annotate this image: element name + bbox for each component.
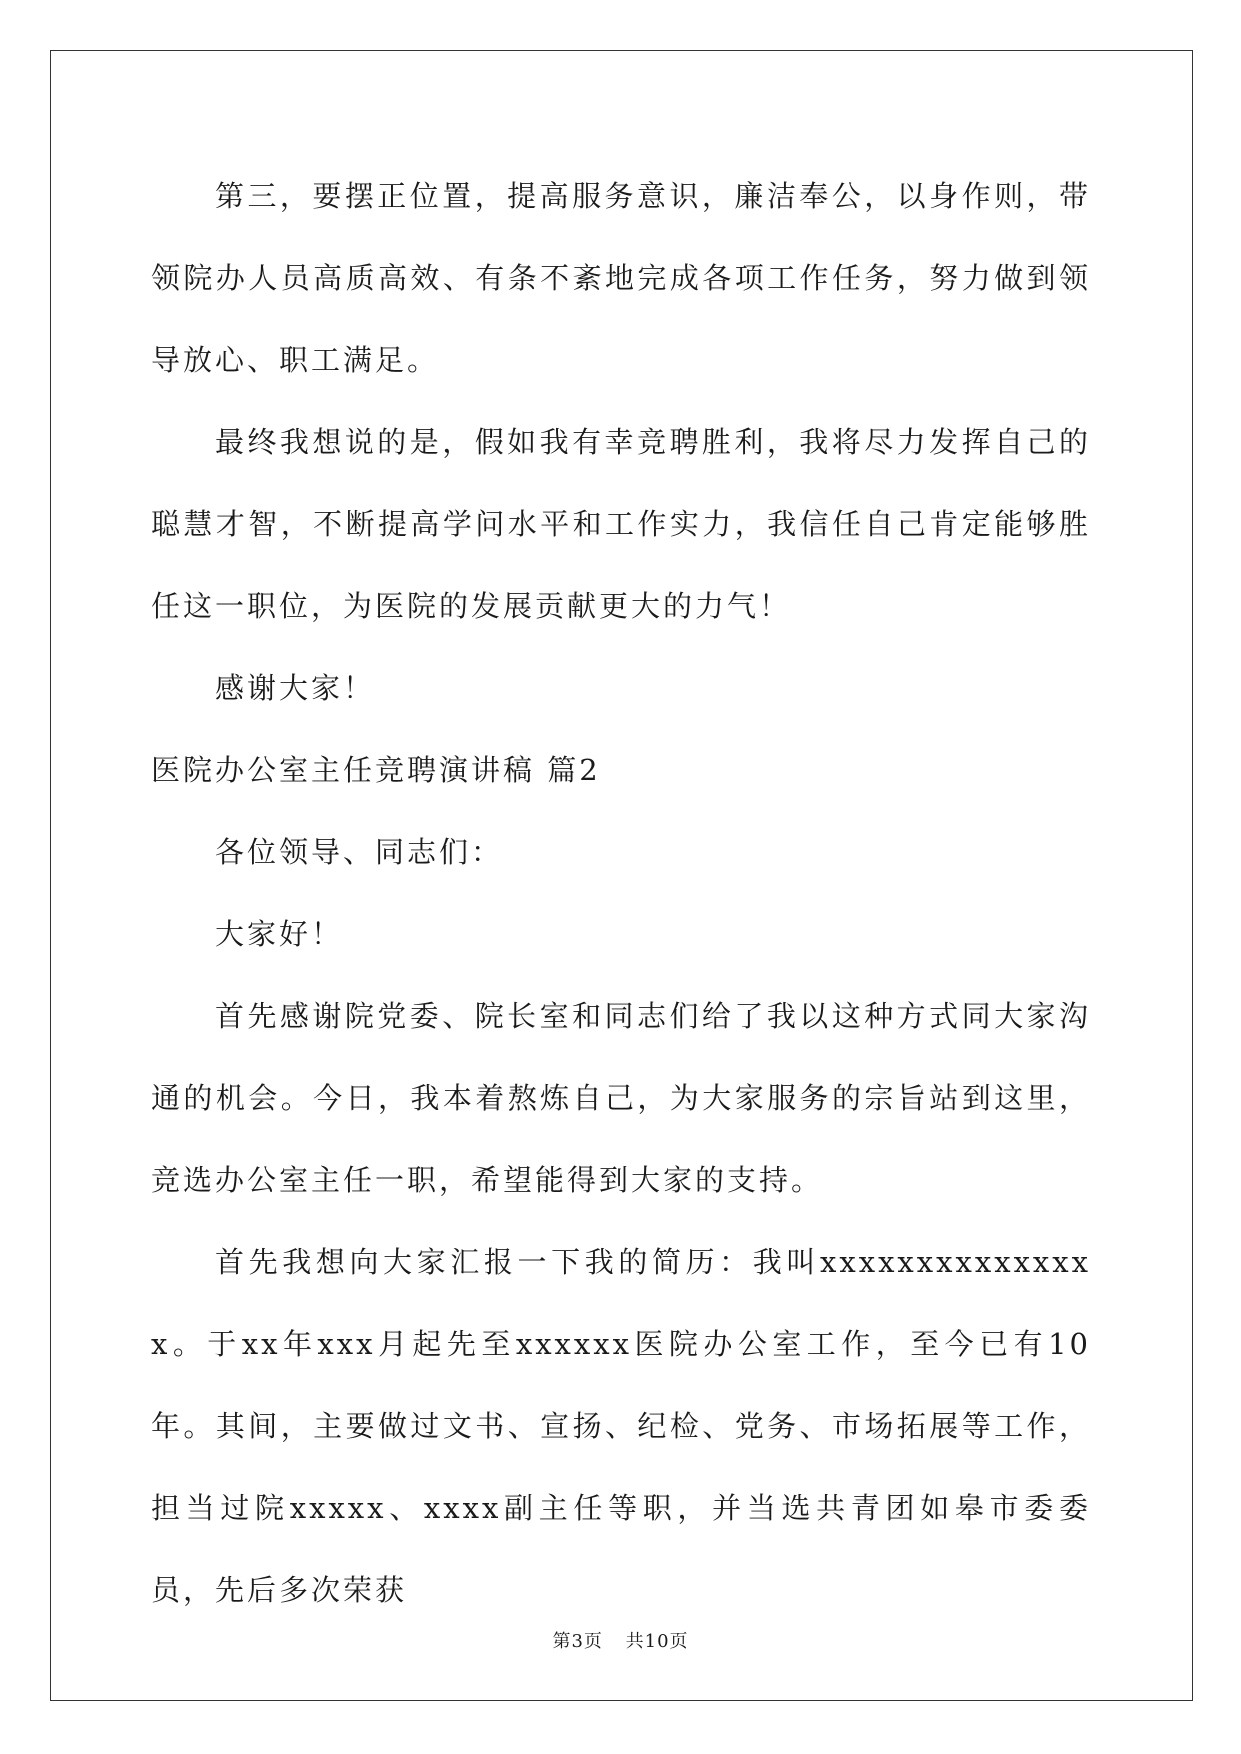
paragraph: 首先感谢院党委、院长室和同志们给了我以这种方式同大家沟通的机会。今日，我本着熬炼自己，为大家服务的宗旨站到这里，竞选办公室主任一职，希望能得到大家的支持。 [151, 999, 1091, 1197]
paragraph: 首先我想向大家汇报一下我的简历：我叫xxxxxxxxxxxxxxx。于xx年xxx月起先至xxxxxx医院办公室工作，至今已有10年。其间，主要做过文书、宣扬、纪检、党务、市场拓展等工作，担当过院xxxxx、xxxx副主任等职，并当选共青团如皋市委委员，先后多次荣获 [151, 1245, 1091, 1607]
paragraph: 各位领导、同志们： [215, 835, 504, 869]
paragraph: 感谢大家！ [215, 671, 376, 705]
page-number-total: 共10页 [625, 1631, 689, 1652]
paragraph: 大家好！ [215, 917, 344, 951]
paragraph: 第三，要摆正位置，提高服务意识，廉洁奉公，以身作则，带领院办人员高质高效、有条不紊地完成各项工作任务，努力做到领导放心、职工满足。 [151, 179, 1091, 377]
page-footer [0, 1627, 1241, 1653]
paragraph: 最终我想说的是，假如我有幸竞聘胜利，我将尽力发挥自己的聪慧才智，不断提高学问水平和工作实力，我信任自己肯定能够胜任这一职位，为医院的发展贡献更大的力气！ [151, 425, 1091, 623]
document-body [151, 155, 1091, 1631]
page-number-current: 第3页 [552, 1631, 603, 1652]
section-heading: 医院办公室主任竞聘演讲稿 篇2 [151, 753, 601, 787]
